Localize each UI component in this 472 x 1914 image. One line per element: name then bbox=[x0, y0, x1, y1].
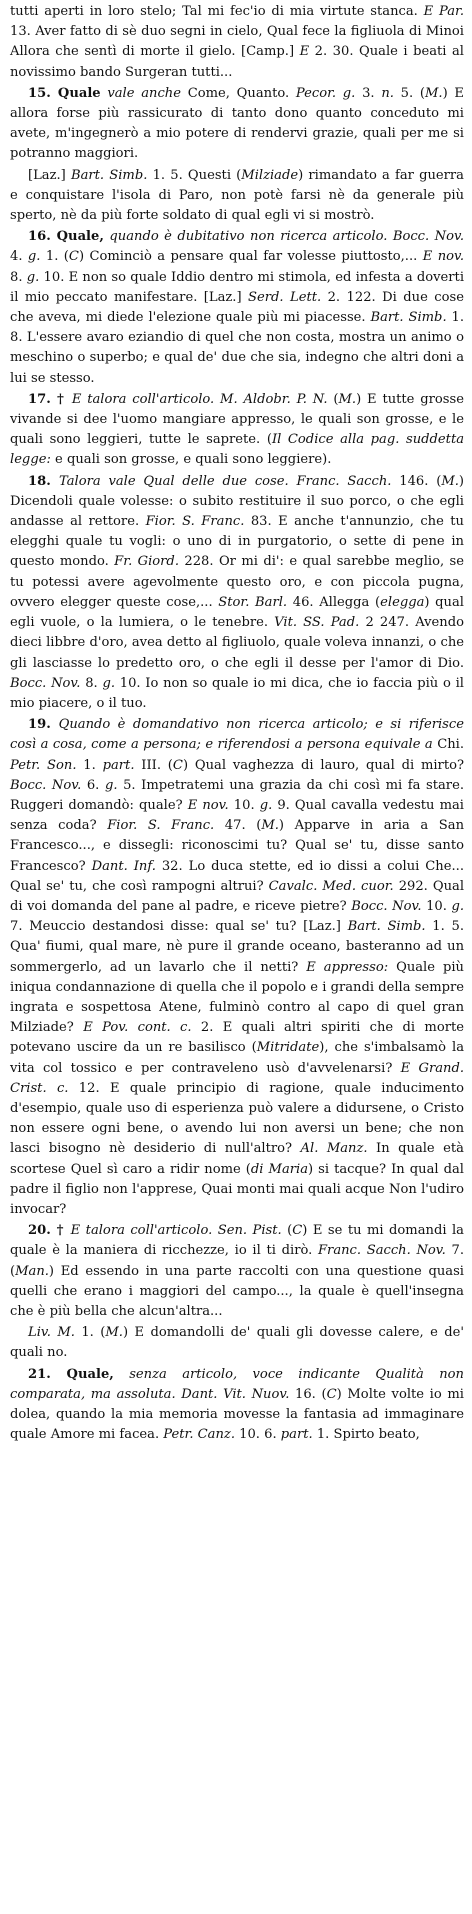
text-run: ) qual egli vuole, o la lumiera, o le tenebre. bbox=[10, 594, 464, 631]
text-run: ( bbox=[281, 1223, 293, 1239]
text-run: ) Dicendoli quale volesse: o subito restituire il suo porco, o che egli andasse al rettore. bbox=[10, 473, 464, 530]
text-run: quando è dubitativo non ricerca articolo. Bocc. Nov. bbox=[103, 229, 464, 245]
text-run: Bart. Simb. bbox=[370, 310, 447, 326]
text-run: ( bbox=[327, 391, 339, 407]
text-run: 2. 122. Di due cose che aveva, mi diede l'elezione quale più mi piacesse. bbox=[10, 289, 464, 326]
text-run: Quale più iniqua condannazione di quella che il popolo e i grandi della sempre ingrata e sospettosa Atene, fulminò contro al capo di quel gran Milziade? bbox=[10, 959, 464, 1036]
text-run: vale anche bbox=[100, 85, 181, 101]
text-run: 7. Meuccio destandosi disse: qual se' tu? [Laz.] bbox=[10, 919, 348, 935]
text-run: 1. 5. Questi ( bbox=[147, 167, 242, 183]
text-run: Bocc. Nov. bbox=[10, 675, 81, 691]
text-run: 10. bbox=[228, 797, 260, 813]
text-run: g. bbox=[27, 249, 41, 265]
para-continuation-top bbox=[10, 2, 464, 83]
text-run: C bbox=[292, 1223, 303, 1239]
text-run: Bart. Simb. bbox=[70, 167, 148, 183]
text-run: part. bbox=[280, 1427, 313, 1443]
text-run: 10. bbox=[421, 898, 452, 914]
text-run: 1. ( bbox=[74, 1325, 106, 1341]
text-run: M. bbox=[441, 473, 459, 489]
text-run: 5. ( bbox=[393, 85, 425, 101]
entry-15 bbox=[10, 84, 464, 165]
text-run: Il Codice alla pag. suddetta legge: bbox=[10, 432, 465, 468]
text-run: M. bbox=[261, 818, 279, 834]
text-run: ) Qual vaghezza di lauro, qual di mirto? bbox=[182, 757, 464, 773]
text-run: ) Cominciò a pensare qual far volesse piuttosto,... bbox=[78, 249, 423, 265]
text-run: 2. 30. Quale i beati al novissimo bando Surgeran tutti... bbox=[10, 44, 464, 80]
text-run: 1. ( bbox=[40, 249, 69, 265]
text-run: tutti aperti in loro stelo; Tal mi fec'io di mia virtute stanca. bbox=[10, 4, 424, 19]
text-run: Dant. Inf. bbox=[91, 858, 156, 874]
text-run: 18. bbox=[28, 473, 59, 489]
entry-17 bbox=[10, 390, 464, 471]
text-run: C bbox=[68, 249, 79, 265]
text-run: e quali son grosse, e quali sono leggiere). bbox=[50, 452, 332, 468]
text-run: ) E domandolli de' quali gli dovesse calere, e de' quali no. bbox=[10, 1325, 464, 1361]
text-run: Mitridate bbox=[256, 1040, 320, 1056]
text-run: 12. E quale principio di ragione, quale inducimento d'esempio, quale uso di esperienza può valere a didursene, o Cristo non essere ogni bene, o avendo lui non aversi un bene; che non lasci bisogno nè desiderio di null'altro? bbox=[10, 1080, 464, 1157]
text-run: Pecor. g. bbox=[295, 85, 356, 101]
text-run: n. bbox=[381, 85, 394, 101]
text-run: 8. bbox=[80, 675, 103, 691]
text-run: ) Apparve in aria a San Francesco..., e dissegli: riconoscimi tu? Qual se' tu, disse santo Francesco? bbox=[10, 818, 464, 874]
text-run: 6. bbox=[81, 777, 105, 793]
text-run: Bart. Simb. bbox=[347, 919, 426, 935]
text-run: C bbox=[326, 1386, 337, 1402]
text-run: C bbox=[172, 757, 183, 773]
text-run: g. bbox=[104, 777, 118, 793]
text-run: Come, Quanto. bbox=[180, 85, 296, 101]
text-run: ) E allora forse più rassicurato di tanto dono quanto conceduto mi avete, m'ingegnerò a mio potere di rendervi grazie, quali per me si potranno maggiori. bbox=[10, 85, 464, 162]
text-run: ) rimandato a far guerra e conquistare l'isola di Paro, non potè farsi nè da generale più sperto, nè da più forte soldato di qual egli vi si mostrò. bbox=[10, 167, 464, 224]
text-run: E Grand. Crist. c. bbox=[10, 1060, 464, 1096]
text-run: 32. Lo duca stette, ed io dissi a colui Che... Qual se' tu, che così rampogni altrui? bbox=[10, 858, 464, 894]
text-run: E appresso: bbox=[306, 959, 389, 975]
text-run: 7. ( bbox=[10, 1243, 464, 1279]
text-run: 19. bbox=[28, 717, 59, 733]
text-run: Stor. Barl. bbox=[218, 594, 288, 610]
text-run: M. bbox=[105, 1325, 123, 1341]
text-run: g. bbox=[259, 797, 273, 813]
entry-15-sub bbox=[10, 166, 464, 227]
text-run: E talora coll'articolo. Sen. Pist. bbox=[70, 1223, 282, 1239]
text-run: di Maria bbox=[250, 1161, 308, 1177]
text-run: E nov. bbox=[422, 249, 465, 265]
text-run: 15. Quale bbox=[28, 85, 101, 101]
text-run: 20. † bbox=[28, 1223, 71, 1239]
entry-20 bbox=[10, 1221, 464, 1322]
text-run: E Par. bbox=[423, 4, 464, 19]
text-run: 228. Or mi di': e qual sarebbe meglio, se tu potessi avere agevolmente questo oro, e con piccola pugna, ovvero elegger queste cose,... bbox=[10, 554, 464, 610]
text-run: ) E se tu mi domandi la quale è la maniera di ricchezze, io il ti dirò. bbox=[10, 1223, 464, 1259]
text-run: 10. E non so quale Iddio dentro mi stimola, ed infesta a doverti il mio peccato manifestare. [Laz.] bbox=[10, 269, 465, 305]
text-run: E Pov. cont. c. bbox=[83, 1020, 192, 1036]
text-run: III. ( bbox=[134, 757, 173, 773]
text-run: 4. bbox=[10, 249, 28, 265]
text-run: g. bbox=[26, 269, 40, 285]
text-run: 1. 5. Qua' fiumi, qual mare, nè pure il grande oceano, basteranno ad un sommergerlo, ad un lavarlo che il netti? bbox=[10, 919, 464, 975]
text-run: E talora coll'articolo. M. Aldobr. P. N. bbox=[71, 391, 328, 407]
text-run: Quando è domandativo non ricerca articolo; e si riferisce così a cosa, come a persona; e riferendosi a persona equivale a bbox=[10, 717, 464, 753]
text-run: [Laz.] bbox=[28, 167, 71, 183]
text-run: 9. Qual cavalla vedestu mai senza coda? bbox=[10, 797, 464, 834]
text-run: 83. E anche t'annunzio, che tu elegghi quale tu vogli: o uno di in purgatorio, o sette di pene in questo mondo. bbox=[10, 514, 464, 570]
text-run: 5. Impetratemi una grazia da chi così mi fa stare. Ruggeri domandò: quale? bbox=[10, 777, 464, 813]
text-run: g. bbox=[102, 675, 115, 691]
entry-19 bbox=[10, 715, 464, 1220]
text-run: Bocc. Nov. bbox=[10, 777, 82, 793]
text-run: ) Ed essendo in una parte raccolti con una questione quasi quelli che erano i maggiori del campo..., la quale è quell'insegna che è più bella che alcun'altra... bbox=[10, 1263, 464, 1319]
text-run: ) si tacque? In qual dal padre il figlio non l'apprese, Quai monti mai quali acque Non l'udiro invocar? bbox=[10, 1161, 464, 1217]
text-run: Cavalc. Med. cuor. bbox=[268, 878, 394, 894]
entry-18 bbox=[10, 472, 464, 714]
text-run: Franc. Sacch. Nov. bbox=[317, 1243, 446, 1259]
text-run: M. bbox=[338, 391, 357, 407]
text-run: Al. Manz. bbox=[300, 1141, 368, 1157]
text-run: 16. Quale, bbox=[28, 229, 104, 245]
entry-21 bbox=[10, 1365, 464, 1446]
text-run: Petr. Canz. bbox=[163, 1427, 235, 1443]
text-run: 13. Aver fatto di sè duo segni in cielo, Qual fece la figliuola di Minoi Allora che sentì di morte il gielo. [Camp.] bbox=[10, 24, 464, 60]
text-run: 1. bbox=[76, 757, 103, 773]
text-run: 21. Quale, bbox=[28, 1366, 114, 1382]
text-run: Fr. Giord. bbox=[114, 554, 179, 570]
text-run: 3. bbox=[355, 85, 382, 101]
text-run: E bbox=[299, 44, 310, 60]
text-run: Vit. SS. Pad. bbox=[274, 615, 360, 631]
text-run: Milziade bbox=[241, 167, 299, 183]
text-run: Fior. S. Franc. bbox=[145, 514, 245, 530]
text-run: 16. ( bbox=[289, 1386, 327, 1402]
text-run: 292. Qual di voi domanda del pane al padre, e riceve pietre? bbox=[10, 878, 465, 914]
text-run: Man. bbox=[15, 1263, 49, 1279]
text-run: senza articolo, voce indicante Qualità non comparata, ma assoluta. Dant. Vit. Nuov. bbox=[10, 1366, 464, 1402]
text-run: 10. 6. bbox=[234, 1427, 281, 1443]
text-run: ) Molte volte io mi dolea, quando la mia memoria movesse la fantasia ad immaginare quale Amore mi facea. bbox=[10, 1386, 464, 1443]
text-run: 2. E quali altri spiriti che di morte potevano uscire da un re basilisco ( bbox=[10, 1020, 465, 1056]
text-run: Bocc. Nov. bbox=[351, 898, 422, 914]
text-run: 10. Io non so quale io mi dica, che io faccia più o il mio piacere, o il tuo. bbox=[10, 675, 464, 711]
text-run: Chi. bbox=[432, 737, 464, 753]
text-run: part. bbox=[102, 757, 135, 773]
text-run: 1. Spirto beato, bbox=[312, 1427, 420, 1443]
text-run: 2 247. Avendo dieci libbre d'oro, avea detto al figliuolo, quale voleva innanzi, o che gli lasciasse lo predetto oro, o che egli il desse per l'amor di Dio. bbox=[10, 615, 465, 671]
entry-16 bbox=[10, 227, 464, 389]
text-run: ), che s'imbalsamò la vita col tossico e per contraveleno usò d'avvelenarsi? bbox=[10, 1040, 465, 1076]
text-run: 47. ( bbox=[214, 818, 262, 834]
text-run: In quale età scortese Quel sì caro a ridir nome ( bbox=[10, 1141, 464, 1177]
text-run: Serd. Lett. bbox=[248, 289, 322, 305]
text-run: M. bbox=[425, 85, 443, 101]
text-run: Petr. Son. bbox=[10, 757, 77, 773]
text-run: elegga bbox=[380, 594, 425, 610]
text-run: ) E tutte grosse vivande si dee l'uomo mangiare appresso, le quali son grosse, e le quali sono leggieri, tutte le saprete. ( bbox=[10, 391, 464, 448]
text-run: g. bbox=[451, 898, 464, 914]
text-run: Fior. S. Franc. bbox=[107, 818, 215, 834]
entry-20-sub bbox=[10, 1323, 464, 1363]
text-run: 146. ( bbox=[391, 473, 442, 489]
text-run: 17. † bbox=[28, 391, 72, 407]
text-run: Talora vale Qual delle due cose. Franc. Sacch. bbox=[59, 473, 392, 489]
text-run: E nov. bbox=[187, 797, 229, 813]
text-run: Liv. M. bbox=[28, 1325, 75, 1341]
text-run: 1. 8. L'essere avaro eziandio di quel che non costa, mostra un animo o meschino o superbo; e qual de' due che sia, indegno che altri doni a lui se stesso. bbox=[10, 310, 464, 386]
text-run: 8. bbox=[10, 269, 27, 285]
text-run: 46. Allegga ( bbox=[287, 594, 381, 610]
